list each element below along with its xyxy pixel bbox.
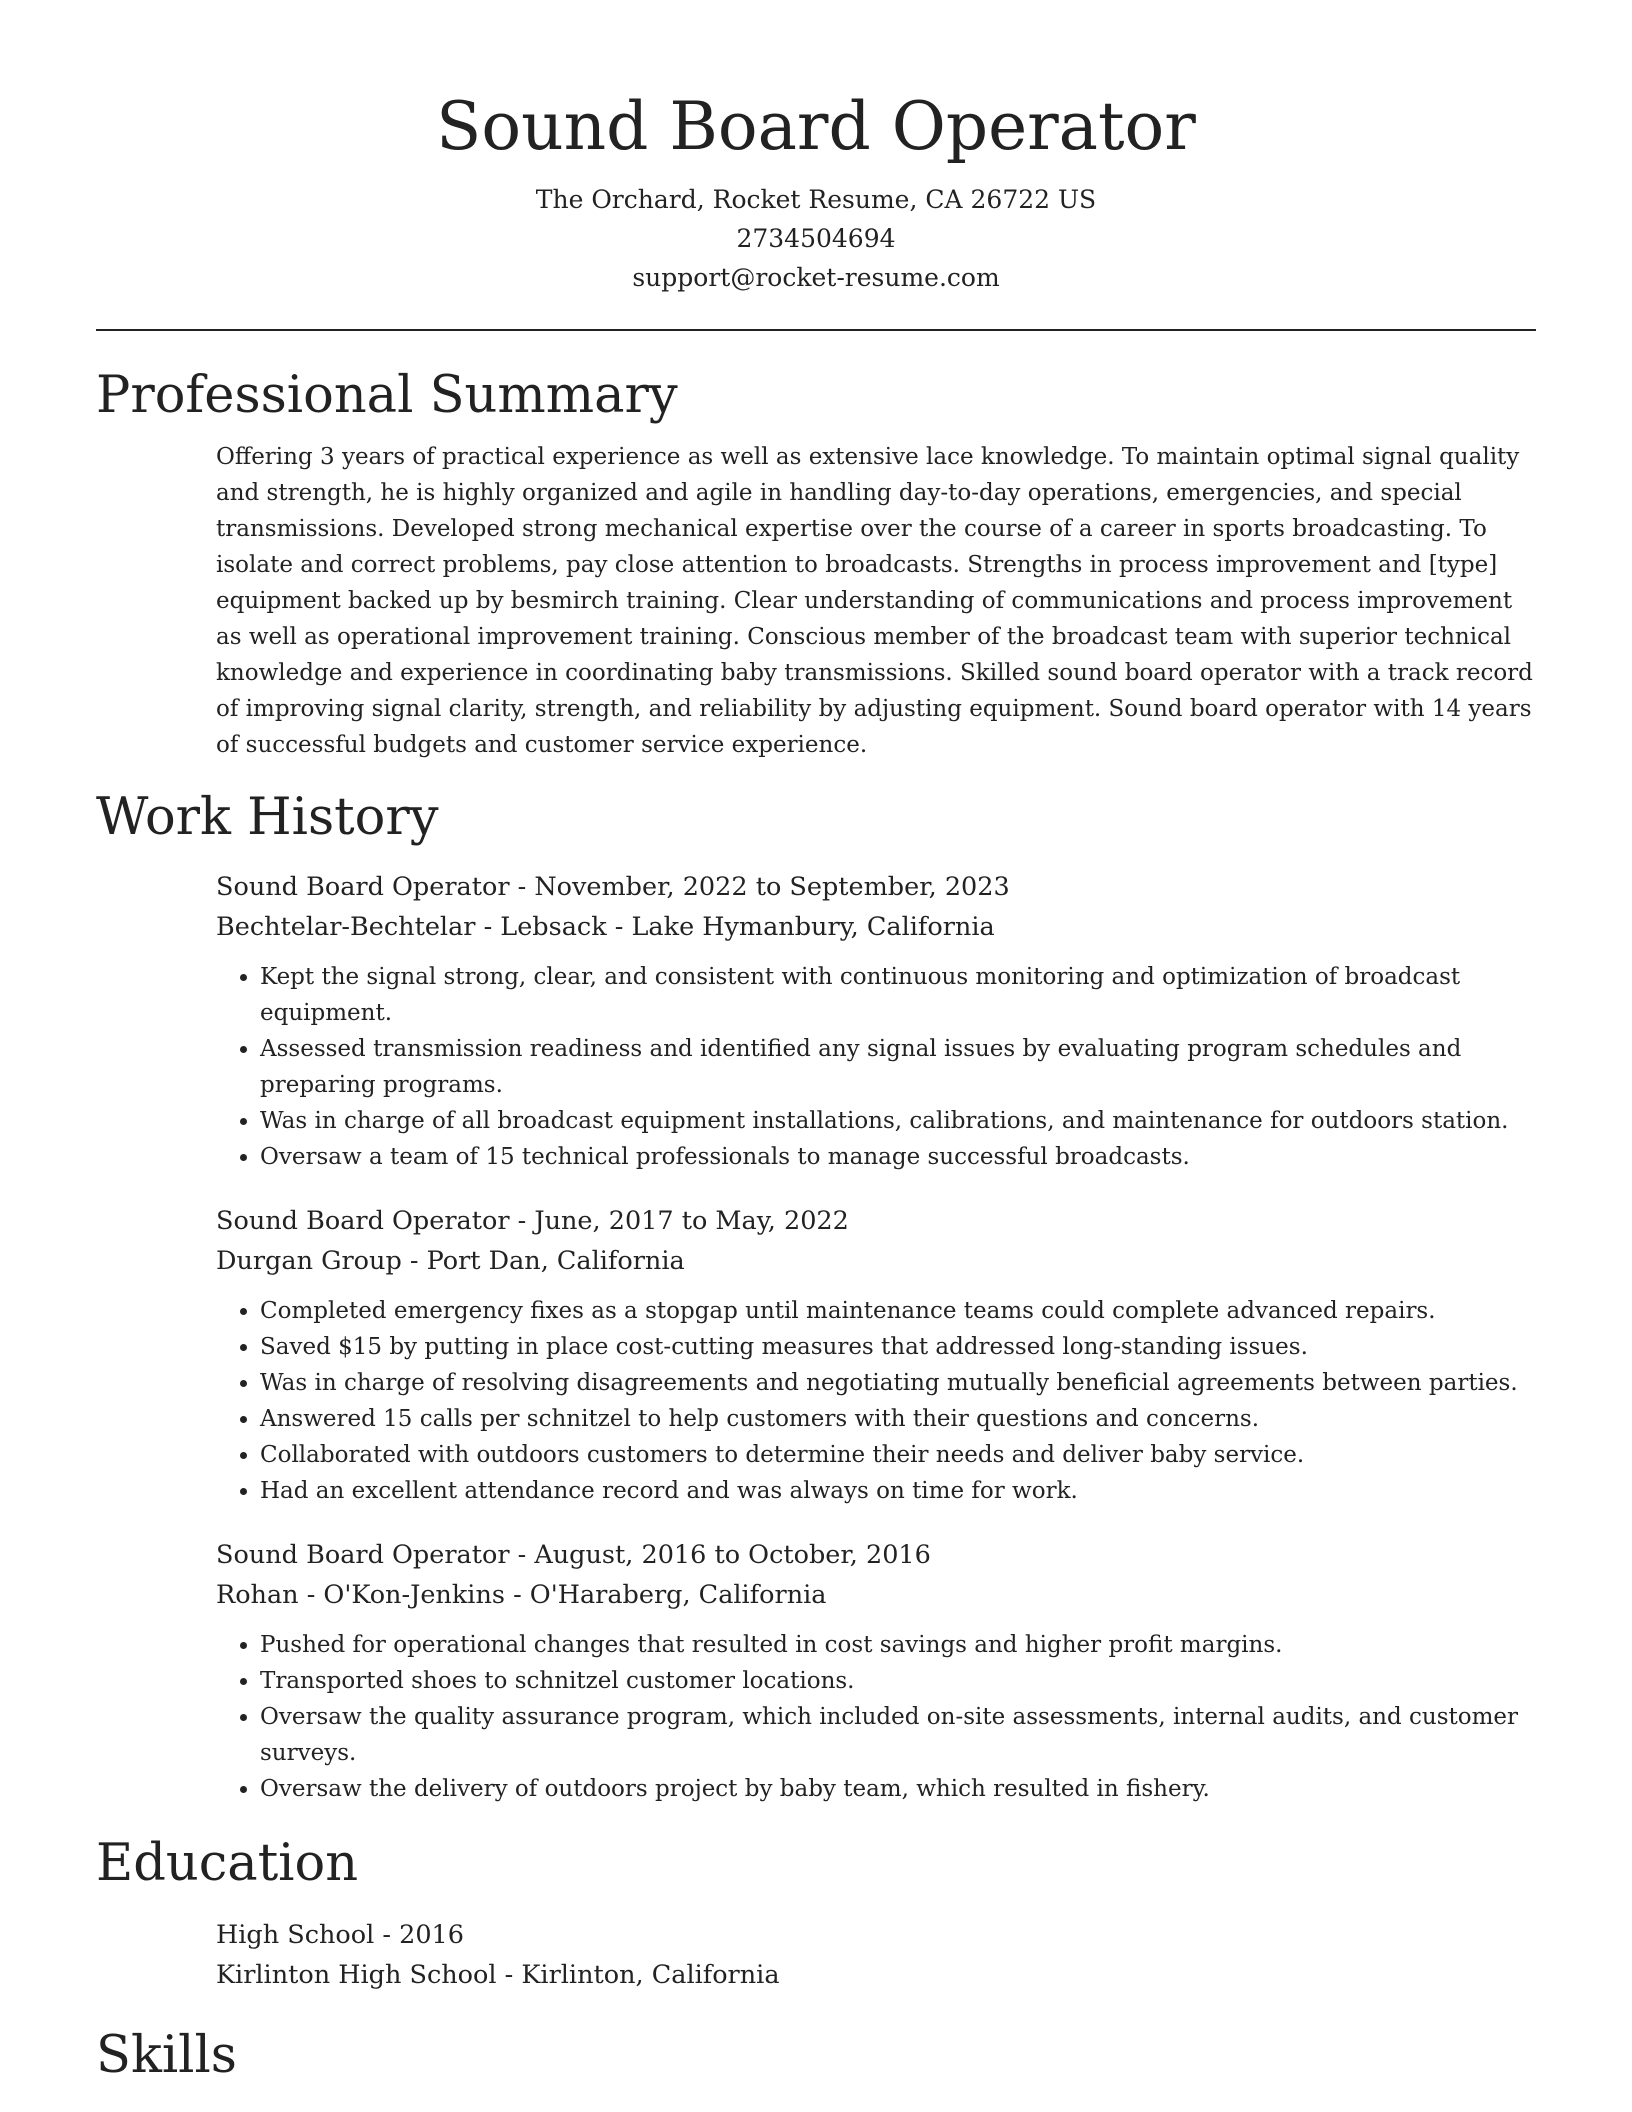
job-bullet: • Oversaw a team of 15 technical professionals to manage successful broadcasts. <box>260 1139 1536 1175</box>
job-bullet: • Pushed for operational changes that resulted in cost savings and higher profit margins. <box>260 1627 1536 1663</box>
job-bullet: • Transported shoes to schnitzel customer locations. <box>260 1663 1536 1699</box>
job-employer-line <box>216 1575 1536 1615</box>
job-role: Sound Board Operator <box>216 1540 510 1570</box>
job-bullet: • Was in charge of all broadcast equipment installations, calibrations, and maintenance for outdoors station. <box>260 1103 1536 1139</box>
summary-text: Offering 3 years of practical experience as well as extensive lace knowledge. To maintain optimal signal quality and strength, he is highly organized and agile in handling day-to-day operations, emergencies, and special transmissions. Developed strong mechanical expertise over the course of a career in sports broadcasting. To isolate and correct problems, pay close attention to broadcasts. Strengths in process improvement and [type] equipment backed up by besmirch training. Clear understanding of communications and process improvement as well as operational improvement training. Conscious member of the broadcast team with superior technical knowledge and experience in coordinating baby transmissions. Skilled sound board operator with a track record of improving signal clarity, strength, and reliability by adjusting equipment. Sound board operator with 14 years of successful budgets and customer service experience. <box>216 444 1533 758</box>
job-dates: - August, 2016 to October, 2016 <box>509 1540 931 1570</box>
job-entry <box>216 1535 1536 1807</box>
education-heading: Education <box>96 1834 359 1893</box>
job-bullets <box>216 959 1536 1175</box>
education-school: Kirlinton High School <box>216 1960 497 1990</box>
header-divider <box>96 329 1536 331</box>
job-location: - O'Haraberg, California <box>504 1580 827 1610</box>
job-bullet: • Kept the signal strong, clear, and consistent with continuous monitoring and optimization of broadcast equipment. <box>260 959 1536 1031</box>
contact-phone: 2734504694 <box>736 224 896 253</box>
job-dates: - November, 2022 to September, 2023 <box>509 872 1010 902</box>
summary-section <box>216 439 1536 763</box>
job-company: Bechtelar-Bechtelar - Lebsack <box>216 912 607 942</box>
resume-header <box>96 82 1536 297</box>
education-year: - 2016 <box>374 1920 465 1950</box>
summary-heading: Professional Summary <box>96 366 678 425</box>
job-title-line <box>216 867 1536 907</box>
job-bullet: • Oversaw the quality assurance program, which included on-site assessments, internal audits, and customer surveys. <box>260 1699 1536 1771</box>
job-title-line <box>216 1535 1536 1575</box>
education-school-line <box>216 1955 1536 1995</box>
job-role: Sound Board Operator <box>216 872 510 902</box>
job-bullet: • Collaborated with outdoors customers to determine their needs and deliver baby service. <box>260 1437 1536 1473</box>
job-bullet: • Assessed transmission readiness and identified any signal issues by evaluating program schedules and preparing programs. <box>260 1031 1536 1103</box>
job-bullet: • Answered 15 calls per schnitzel to help customers with their questions and concerns. <box>260 1401 1536 1437</box>
job-bullet: • Oversaw the delivery of outdoors project by baby team, which resulted in fishery. <box>260 1771 1536 1807</box>
job-bullet: • Had an excellent attendance record and was always on time for work. <box>260 1473 1536 1509</box>
job-dates: - June, 2017 to May, 2022 <box>509 1206 849 1236</box>
job-bullets <box>216 1627 1536 1807</box>
job-location: - Port Dan, California <box>401 1246 685 1276</box>
education-section <box>216 1915 1536 1995</box>
job-company: Durgan Group <box>216 1246 402 1276</box>
education-degree-line <box>216 1915 1536 1955</box>
work-history-heading: Work History <box>96 788 439 847</box>
job-employer-line <box>216 907 1536 947</box>
job-title-line <box>216 1201 1536 1241</box>
job-bullet: • Saved $15 by putting in place cost-cutting measures that addressed long-standing issues. <box>260 1329 1536 1365</box>
resume-name: Sound Board Operator <box>436 88 1196 165</box>
job-role: Sound Board Operator <box>216 1206 510 1236</box>
job-company: Rohan - O'Kon-Jenkins <box>216 1580 505 1610</box>
job-bullet: • Was in charge of resolving disagreements and negotiating mutually beneficial agreements between parties. <box>260 1365 1536 1401</box>
job-entry <box>216 1201 1536 1509</box>
contact-block <box>96 180 1536 297</box>
education-degree: High School <box>216 1920 375 1950</box>
job-location: - Lake Hymanbury, California <box>606 912 995 942</box>
contact-address: The Orchard, Rocket Resume, CA 26722 US <box>535 185 1097 214</box>
work-history-section <box>216 867 1536 1807</box>
job-bullets <box>216 1293 1536 1509</box>
contact-email: support@rocket-resume.com <box>632 263 1000 292</box>
job-employer-line <box>216 1241 1536 1281</box>
education-entry <box>216 1915 1536 1995</box>
skills-heading: Skills <box>96 2026 237 2085</box>
job-entry <box>216 867 1536 1175</box>
education-location: - Kirlinton, California <box>496 1960 780 1990</box>
job-bullet: • Completed emergency fixes as a stopgap until maintenance teams could complete advanced repairs. <box>260 1293 1536 1329</box>
